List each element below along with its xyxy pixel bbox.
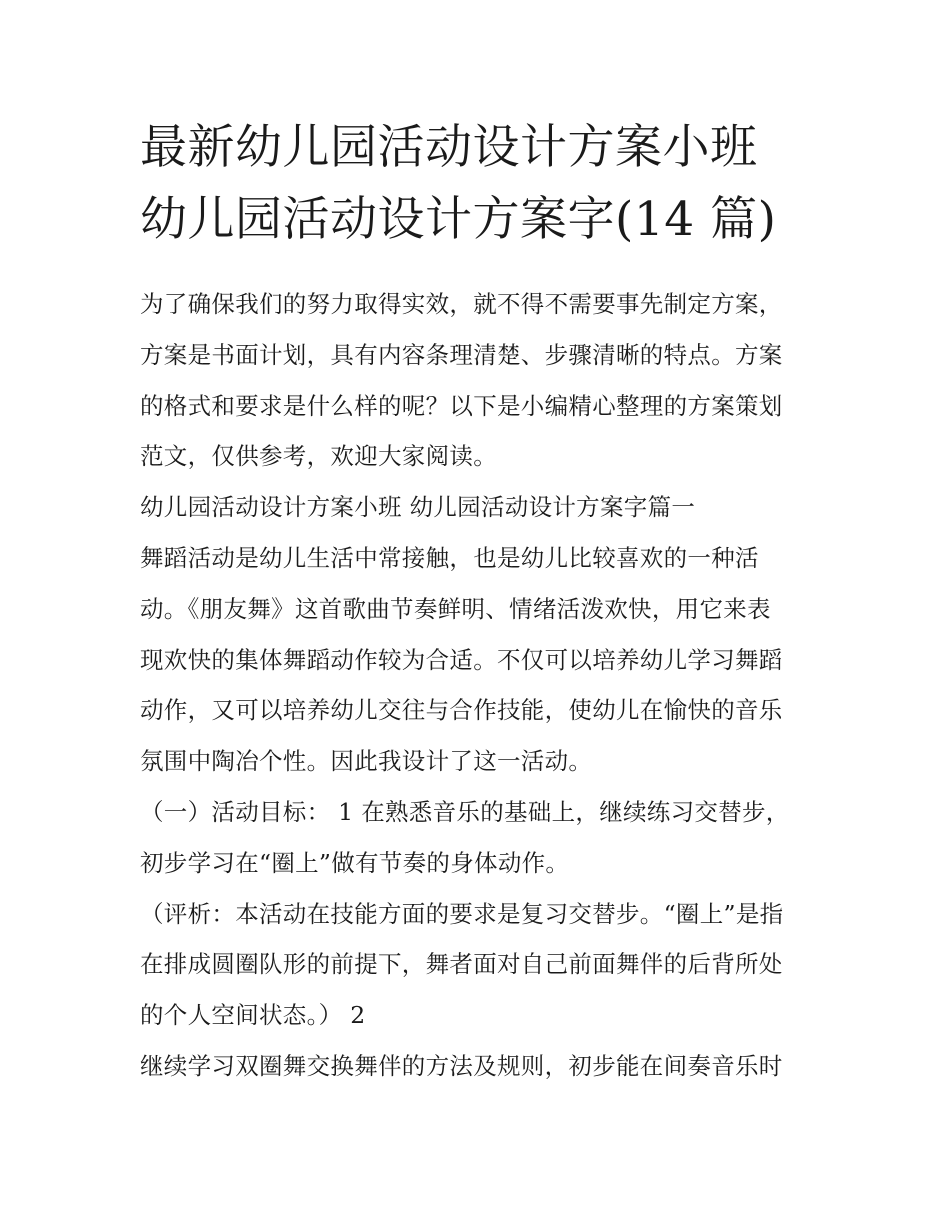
body-line: 现欢快的集体舞蹈动作较为合适。不仅可以培养幼儿学习舞蹈	[140, 645, 783, 674]
title-line-1: 最新幼儿园活动设计方案小班	[140, 120, 758, 175]
body-line: 范文，仅供参考，欢迎大家阅读。	[140, 442, 497, 471]
body-line: 的个人空间状态。） 2	[140, 1001, 366, 1030]
body-line: 方案是书面计划，具有内容条理清楚、步骤清晰的特点。方案	[140, 340, 783, 369]
body-line: （一）活动目标： 1 在熟悉音乐的基础上，继续练习交替步，	[140, 797, 790, 826]
body-line: 初步学习在“圈上”做有节奏的身体动作。	[140, 848, 570, 877]
body-line: 在排成圆圈队形的前提下，舞者面对自己前面舞伴的后背所处	[140, 950, 783, 979]
title-line-2: 幼儿园活动设计方案字(14 篇)	[140, 192, 777, 247]
body-line: 动。《朋友舞》这首歌曲节奏鲜明、情绪活泼欢快，用它来表	[140, 594, 771, 623]
document-title	[140, 112, 820, 256]
body-line: 为了确保我们的努力取得实效，就不得不需要事先制定方案，	[140, 290, 783, 318]
body-line: （评析：本活动在技能方面的要求是复习交替步。“圈上”是指	[140, 899, 784, 928]
body-line: 动作，又可以培养幼儿交往与合作技能，使幼儿在愉快的音乐	[140, 696, 783, 725]
body-line: 继续学习双圈舞交换舞伴的方法及规则，初步能在间奏音乐时	[140, 1051, 783, 1080]
document-body	[140, 279, 820, 1092]
body-line: 舞蹈活动是幼儿生活中常接触，也是幼儿比较喜欢的一种活	[140, 543, 759, 572]
body-line: 氛围中陶冶个性。因此我设计了这一活动。	[140, 747, 593, 776]
body-line: 的格式和要求是什么样的呢？以下是小编精心整理的方案策划	[140, 391, 783, 420]
section-heading: 幼儿园活动设计方案小班 幼儿园活动设计方案字篇一	[140, 493, 696, 522]
